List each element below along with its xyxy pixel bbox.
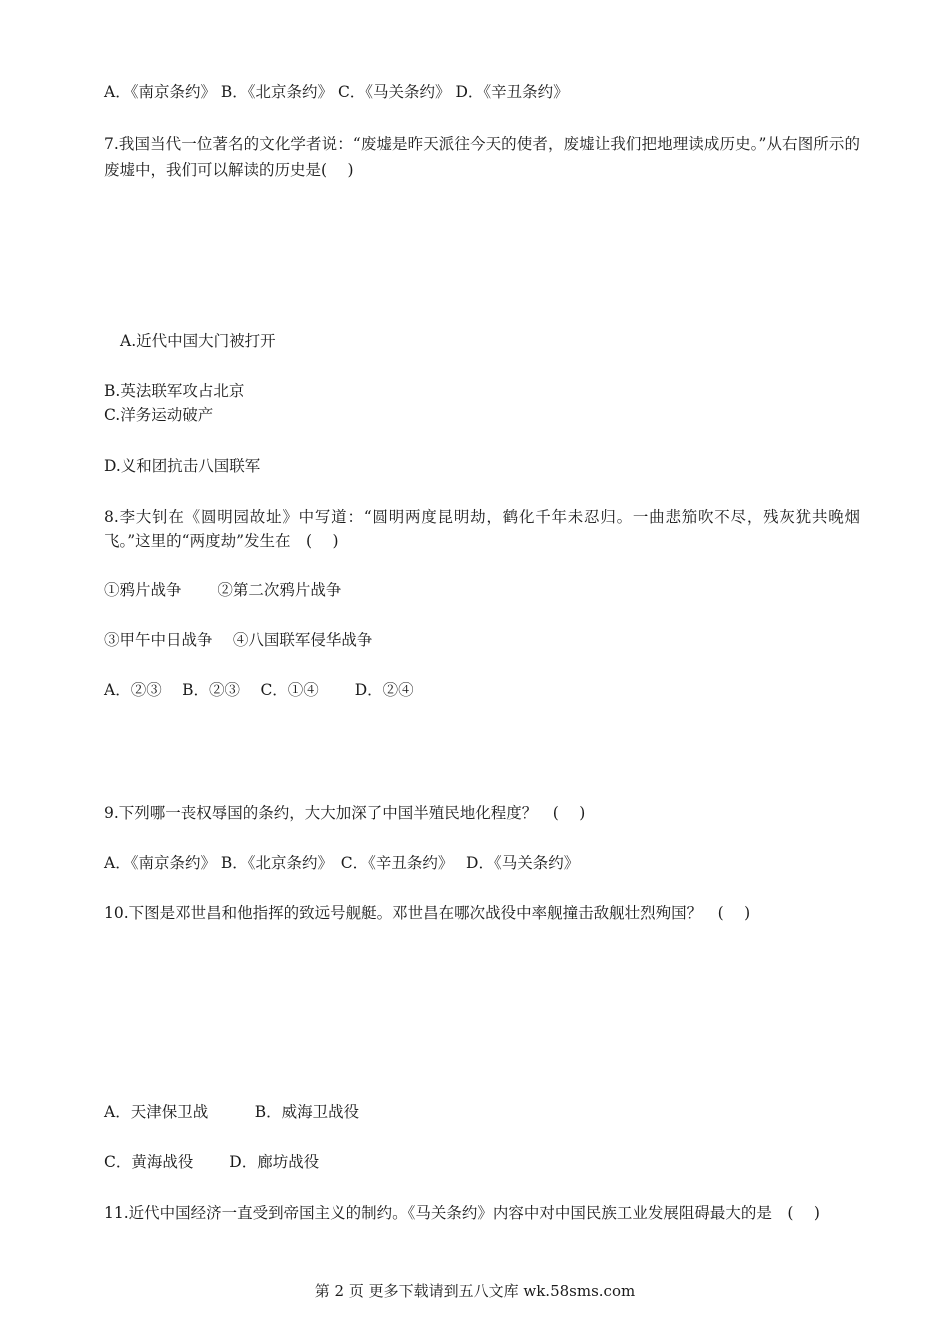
q7-option-c: C.洋务运动破产 (104, 406, 214, 424)
q10-options-row-2: C．黄海战役 D．廊坊战役 (104, 1153, 320, 1171)
q6-options: A．《南京条约》 B．《北京条约》 C．《马关条约》 D．《辛丑条约》 (104, 83, 569, 101)
q7-option-d: D.义和团抗击八国联军 (104, 457, 261, 475)
q10-options-row-1: A．天津保卫战 B．威海卫战役 (104, 1103, 360, 1121)
q10-stem: 10.下图是邓世昌和他指挥的致远号舰艇。邓世昌在哪次战役中率舰撞击敌舰壮烈殉国？ ( ) (104, 904, 751, 922)
q11-stem: 11.近代中国经济一直受到帝国主义的制约。《马关条约》内容中对中国民族工业发展阻碍最大的是 ( ) (104, 1204, 820, 1222)
q8-stem: 8.李大钊在《圆明园故址》中写道：“圆明两度昆明劫，鹤化千年未忍归。一曲悲笳吹不尽，残灰犹共晚烟飞。”这里的“两度劫”发生在 ( ) (104, 508, 860, 550)
q7-stem: 7.我国当代一位著名的文化学者说：“废墟是昨天派往今天的使者，废墟让我们把地理读成历史。”从右图所示的废墟中，我们可以解读的历史是( ) (104, 135, 860, 179)
q7-option-b: B.英法联军攻占北京 (104, 382, 245, 400)
page-footer: 第 2 页 更多下载请到五八文库 wk.58sms.com (314, 1282, 636, 1300)
q7-option-a: A.近代中国大门被打开 (120, 332, 276, 350)
q9-options: A．《南京条约》 B．《北京条约》 C．《辛丑条约》 D．《马关条约》 (104, 854, 580, 872)
q8-choice-row-1: ①鸦片战争 ②第二次鸦片战争 (104, 581, 342, 599)
q8-options: A．②③ B．②③ C．①④ D．②④ (104, 681, 414, 699)
q8-choice-row-2: ③甲午中日战争 ④八国联军侵华战争 (104, 631, 373, 649)
q9-stem: 9.下列哪一丧权辱国的条约，大大加深了中国半殖民地化程度？ ( ) (104, 804, 586, 822)
